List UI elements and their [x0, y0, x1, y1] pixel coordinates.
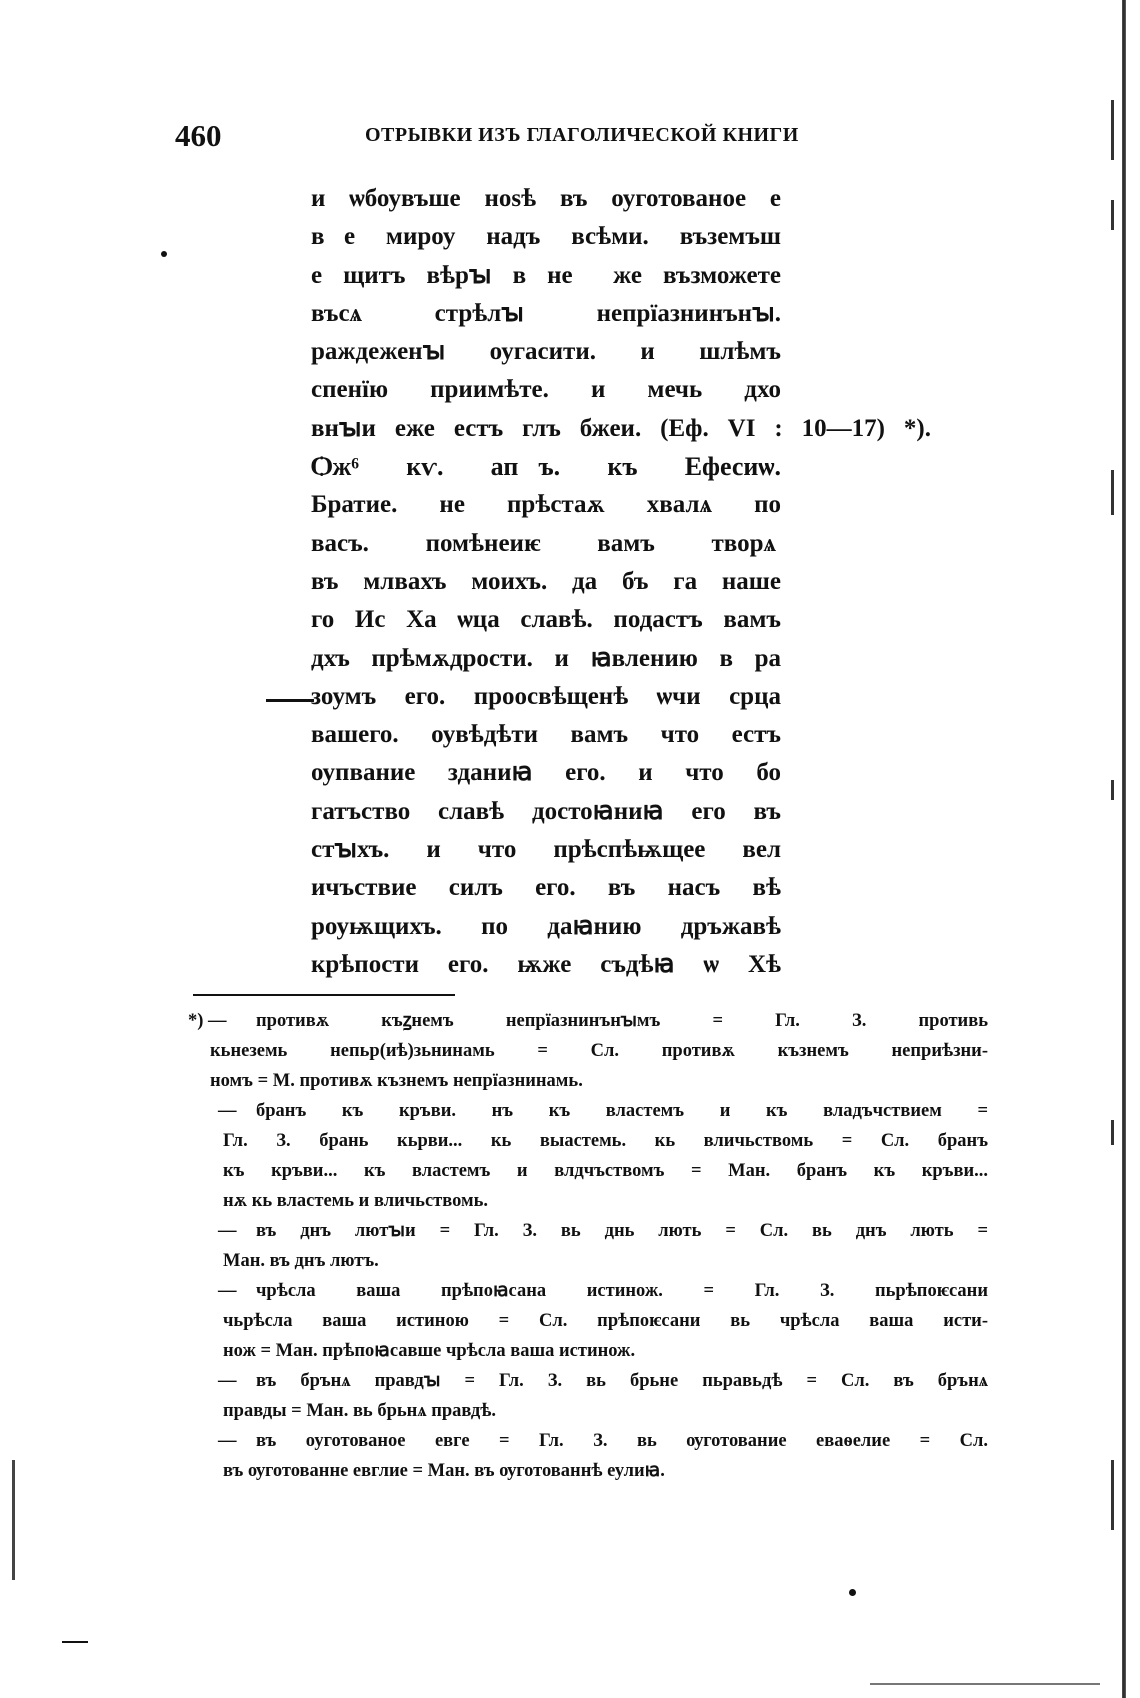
footnote-line: въ брънѧ правдꙑ = Гл. З. вь брьне пьравьдѣ = Сл. въ брънѧ [256, 1371, 988, 1391]
text-line: и ѡбоувъше ноѕѣ въ оуготованое е [311, 185, 781, 212]
edge-mark [1111, 1460, 1114, 1530]
footnote-line: въ ѹготованне евглие = Ман. въ ѹготованнѣ еулиꙗ. [223, 1461, 665, 1481]
footnote-marker: — [218, 1371, 237, 1391]
running-title: ОТРЫВКИ ИЗЪ ГЛАГОЛИЧЕСКОЙ КНИГИ [365, 124, 799, 146]
ink-speck [870, 1683, 1100, 1685]
text-line: Ѻж⁶ кѵ. апⷧъ. къ Ефесиѡ. [311, 452, 781, 482]
text-line: го Ис Ха ѡца славѣ. подастъ вамъ [311, 606, 781, 634]
text-line: раждеженꙑ оугасити. и шлѣмъ [311, 338, 781, 366]
footnote-line: Гл. З. брань кьрви... кь выастемь. кь вличьствомь = Сл. бранъ [223, 1131, 988, 1151]
text-line: ичъствие силъ его. въ насъ вѣ [311, 874, 781, 902]
footnotes [188, 1006, 988, 1486]
footnote-line: нож = Ман. прѣпоꙗсавше чрѣсла ваша истинож. [223, 1341, 636, 1361]
footnote [188, 1096, 988, 1216]
text-line: дхъ прѣмѫдрости. и ꙗвлению в ра [311, 644, 781, 672]
footnote-line: нѫ кь властемь и вличьствомь. [223, 1191, 489, 1211]
ink-speck [62, 1641, 88, 1643]
footnote-line: чьрѣсла ваша истиною = Сл. прѣпоѥсани вь чрѣсла ваша исти- [223, 1311, 988, 1331]
ink-speck [849, 1589, 856, 1596]
text-line: въ млвахъ моихъ. да бъ га наше [311, 567, 781, 595]
text-line: внꙑи еже естъ глъ бжеи. (Еф. VI : 10—17) *). [311, 414, 931, 442]
footnote-line: къ кръви... къ властемъ и влдчъствомъ = Ман. бранъ къ кръви... [223, 1161, 988, 1181]
footnote-line: чрѣсла ваша прѣпоꙗсана истинож. = Гл. З. пьрѣпоѥсани [256, 1281, 988, 1301]
text-line: стꙑхъ. и что прѣспѣѭщее вел [311, 836, 781, 864]
edge-mark [1111, 200, 1114, 230]
edge-mark [1111, 470, 1114, 515]
text-line: васъ. помѣнеиѥ вамъ творѧ [311, 529, 776, 557]
text-line: гатъство славѣ достоꙗниꙗ его въ [311, 797, 781, 825]
page-edge-shadow [1122, 0, 1126, 1698]
edge-mark [1111, 780, 1114, 800]
footnote-line: бранъ къ кръви. нъ къ властемъ и къ владъчствием = [256, 1101, 988, 1121]
footnote [188, 1366, 988, 1426]
footnote-line: номъ = М. противѫ къзнемъ непрїазнинамь. [210, 1071, 583, 1091]
footnote-marker: — [218, 1221, 237, 1241]
edge-mark [1111, 1120, 1114, 1145]
page-header [175, 118, 799, 153]
edge-mark [12, 1460, 15, 1580]
footnote [188, 1426, 988, 1486]
footnote [188, 1216, 988, 1276]
text-line: оупвание зданиꙗ его. и что бо [311, 759, 781, 787]
footnote-line: противѫ къꙁнемъ непрїазнинънꙑмъ = Гл. З. противь [256, 1011, 988, 1031]
footnote-line: Ман. въ днъ лютъ. [223, 1251, 379, 1271]
text-line: въсѧ стрѣлꙑ непрїазнинънꙑ. [311, 299, 781, 327]
footnote [188, 1006, 988, 1096]
text-line: Братие. не прѣстаѫ хвалѧ по [311, 491, 781, 519]
margin-dash [266, 699, 314, 702]
footnote-marker: — [218, 1281, 237, 1301]
ink-speck [161, 251, 167, 257]
text-line: зоумъ его. проосвѣщенѣ ѡчи срца [311, 682, 781, 710]
edge-mark [1111, 100, 1114, 160]
page-number: 460 [175, 118, 222, 153]
footnote-line: кьнеземь непьр(иѣ)зьнинамь = Сл. противѫ къзнемъ неприѣзни- [210, 1041, 988, 1061]
text-line: вашего. оувѣдѣти вамъ что естъ [311, 721, 781, 749]
text-line: вⷢе мироу надъ всѣми. въземъш [311, 223, 781, 251]
main-text-column [311, 180, 931, 984]
footnote [188, 1276, 988, 1366]
footnote-marker: *) — [188, 1011, 227, 1031]
footnote-marker: — [218, 1101, 237, 1121]
text-line: спенїю приимѣте. и мечь дхо [311, 376, 781, 404]
text-line: крѣпости его. ѭже съдѣꙗ ѡ Хѣ [311, 950, 781, 978]
footnote-line: правды = Ман. вь брьнѧ правдѣ. [223, 1401, 497, 1421]
footnote-marker: — [218, 1431, 237, 1451]
footnote-line: въ оуготованое евге = Гл. З. вь ѹготование еваѳелие = Сл. [256, 1431, 988, 1451]
footnote-rule [193, 994, 455, 996]
footnote-line: въ днъ лютꙑи = Гл. З. вь днь лють = Сл. вь днъ лють = [256, 1221, 988, 1241]
text-line: роуѭщихъ. по даꙗнию дръжавѣ [311, 912, 781, 940]
text-line: е щитъ вѣрꙑ в неⷨ же възможете [311, 261, 781, 289]
